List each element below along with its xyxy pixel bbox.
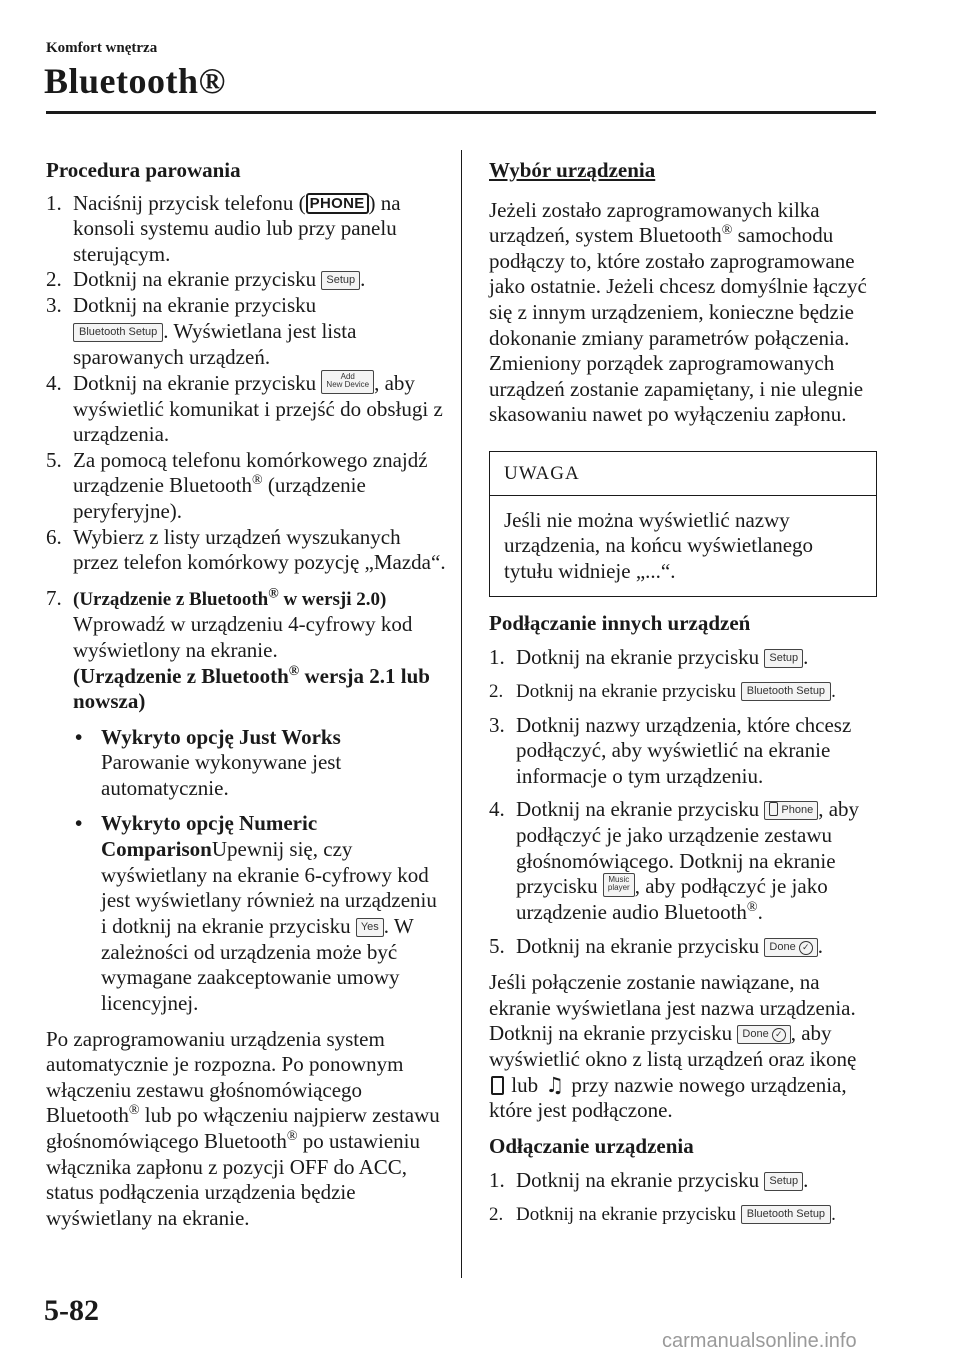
step-number: 3.	[489, 712, 505, 737]
bluetooth-setup-button-icon: Bluetooth Setup	[741, 682, 831, 701]
disconnect-heading: Odłączanie urządzenia	[489, 1134, 694, 1159]
pairing-heading: Procedura parowania	[46, 158, 241, 182]
step-text: . Wyświetlana jest lista sparowanych urządzeń.	[73, 318, 357, 369]
paragraph-selection: Jeżeli zostało zaprogramowanych kilka urządzeń, system Bluetooth® samochodu podłączy to, które zostało zaprogramowane jako ostatnie. Jeżeli chcesz domyślnie łączyć się z innym urządzeniem, konieczne będzie dokonanie zmiany parametrów połączenia. Zmieniony porządek zaprogramowanych urządzeń zostanie zapamiętany, i nie ulegnie skasowaniu nawet po wyłączeniu zapłonu.	[489, 197, 867, 427]
disconnect-steps	[489, 1168, 877, 1228]
step-text: Dotknij na ekranie przycisku	[516, 1203, 741, 1225]
button-label: New Device	[326, 379, 370, 389]
music-note-icon: ♫	[545, 1072, 565, 1097]
step-5	[46, 448, 446, 525]
page-title: Bluetooth®	[44, 61, 226, 101]
connect-step-5	[489, 934, 877, 960]
step-number: 4.	[489, 797, 505, 822]
bullet-text: . W zależności od urządzenia może być wymagane zaakceptowanie umowy licencyjnej.	[101, 913, 414, 1016]
step-number: 7.	[46, 585, 62, 610]
step-1	[46, 191, 446, 268]
step-text: .	[803, 644, 809, 669]
step-text: Dotknij na ekranie przycisku	[516, 797, 765, 822]
disconnect-step-1	[489, 1168, 877, 1194]
condition-heading: (Urządzenie z Bluetooth® wersja 2.1 lub nowsza)	[73, 663, 430, 714]
bullet-text: Parowanie wykonywane jest automatycznie.	[101, 750, 342, 800]
step-text: Naciśnij przycisk telefonu (	[73, 190, 306, 215]
check-icon: ✓	[799, 941, 813, 955]
music-player-button-icon: Music player	[603, 873, 635, 897]
step-3	[46, 293, 446, 370]
check-icon: ✓	[772, 1028, 786, 1042]
setup-button-icon: Setup	[764, 649, 803, 668]
add-new-device-button-icon	[321, 370, 374, 394]
bullet-heading: Wykryto opcję Numeric Comparison	[101, 811, 318, 862]
section-label: Komfort wnętrza	[46, 40, 158, 56]
phone-icon	[491, 1076, 504, 1095]
note-body: Jeśli nie można wyświetlić nazwy urządzenia, na końcu wyświetlanego tytułu widnieje „...“.	[504, 507, 814, 583]
step-text: , aby podłączyć je jako urządzenie audio Bluetooth	[516, 874, 828, 925]
step-text: ) na konsoli systemu audio lub przy panelu sterującym.	[73, 190, 401, 266]
connect-step-4	[489, 797, 877, 926]
bullet-numeric-comparison	[46, 811, 446, 1016]
step-text: Dotknij na ekranie przycisku	[73, 267, 322, 292]
title-rule	[46, 111, 876, 114]
step-number: 6.	[46, 524, 62, 549]
step-text: .	[817, 934, 823, 959]
step-7	[46, 586, 446, 715]
step-number: 1.	[489, 644, 505, 669]
bullet-text: Upewnij się, czy wyświetlany na ekranie 6-cyfrowy kod jest wyświetlany również na urządzeniu i dotknij na ekranie przycisku	[101, 837, 437, 938]
phone-button-icon: Phone	[764, 801, 818, 820]
step-number: 2.	[489, 1203, 504, 1225]
setup-button-icon: Setup	[321, 271, 360, 290]
phone-icon	[769, 802, 778, 816]
registered-mark: ®	[252, 473, 263, 489]
done-button-icon: Done ✓	[764, 938, 817, 957]
connect-step-2	[489, 679, 877, 705]
registered-mark: ®	[746, 900, 758, 916]
step-number: 4.	[46, 370, 62, 395]
done-button-icon: Done ✓	[737, 1025, 790, 1044]
paragraph-status: Po zaprogramowaniu urządzenia system automatycznie je rozpozna. Po ponownym włączeniu zestawu głośnomówiącego Bluetooth® lub po włączeniu najpierw zestawu głośnomówiącego Bluetooth® po ustawieniu włącznika zapłonu z pozycji OFF do ACC, status podłączenia urządzenia będzie wyświetlany na ekranie.	[46, 1026, 440, 1230]
step-text: Wybierz z listy urządzeń wyszukanych przez telefon komórkowy pozycję „Mazda“.	[73, 524, 446, 575]
setup-button-icon: Setup	[764, 1172, 803, 1191]
disconnect-step-2	[489, 1202, 877, 1228]
step-text: .	[803, 1167, 809, 1192]
bullet-mark: •	[75, 724, 83, 749]
bullet-just-works	[46, 725, 446, 802]
step-text: Dotknij nazwy urządzenia, które chcesz podłączyć, aby wyświetlić na ekranie informacje o tym urządzeniu.	[516, 712, 852, 788]
step-text: , aby wyświetlić komunikat i przejść do obsługi z urządzenia.	[73, 370, 443, 447]
column-divider	[461, 150, 462, 1278]
step-number: 2.	[489, 680, 504, 702]
step-text: .	[360, 267, 366, 292]
note-box	[489, 451, 877, 597]
right-column	[489, 158, 877, 1227]
step-text: Dotknij na ekranie przycisku	[516, 680, 741, 702]
connect-other-heading: Podłączanie innych urządzeń	[489, 611, 751, 636]
step-text: Dotknij na ekranie przycisku	[73, 370, 322, 395]
step-text: .	[757, 900, 763, 925]
step-text: , aby podłączyć je jako urządzenie zestawu głośnomówiącego. Dotknij na ekranie przycisku	[516, 797, 860, 899]
left-column	[46, 158, 446, 1231]
step-4	[46, 371, 446, 448]
device-selection-heading: Wybór urządzenia	[489, 158, 656, 182]
step-number: 5.	[489, 934, 505, 959]
pairing-steps	[46, 191, 446, 715]
bluetooth-setup-button-icon: Bluetooth Setup	[73, 323, 163, 342]
page-number: 5-82	[44, 1294, 99, 1327]
button-label: Add	[340, 371, 355, 381]
step-number: 5.	[46, 447, 62, 472]
step-text: Wprowadź w urządzeniu 4-cyfrowy kod wyświetlony na ekranie.	[73, 612, 413, 662]
step-text: .	[831, 680, 836, 702]
paragraph-connected: Jeśli połączenie zostanie nawiązane, na ekranie wyświetlana jest nazwa urządzenia. Dotknij na ekranie przycisku Done ✓ , aby wyświetlić okno z listą urządzeń oraz ikonę lub ♫ przy nazwie nowego urządzenia, które jest podłączone.	[489, 970, 857, 1123]
step-6	[46, 525, 446, 576]
step-number: 1.	[489, 1167, 505, 1192]
footer-watermark: carmanualsonline.info	[662, 1330, 857, 1352]
step-text: Za pomocą telefonu komórkowego znajdź urządzenie Bluetooth	[73, 447, 428, 498]
bullet-mark: •	[75, 811, 83, 836]
step-number: 1.	[46, 190, 62, 215]
step-number: 2.	[46, 267, 62, 292]
phone-key-icon: PHONE	[306, 193, 369, 214]
step-text: Dotknij na ekranie przycisku	[516, 644, 765, 669]
step-2	[46, 267, 446, 293]
yes-button-icon: Yes	[356, 918, 384, 937]
step-text: Dotknij na ekranie przycisku	[73, 293, 317, 318]
note-title: UWAGA	[490, 452, 876, 496]
step-text: Dotknij na ekranie przycisku	[516, 1167, 765, 1192]
connect-step-3	[489, 713, 877, 790]
step-text: .	[831, 1203, 836, 1225]
bluetooth-setup-button-icon: Bluetooth Setup	[741, 1205, 831, 1224]
condition-heading: (Urządzenie z Bluetooth® w wersji 2.0)	[73, 586, 387, 610]
bullet-heading: Wykryto opcję Just Works	[101, 724, 341, 749]
step-text: (urządzenie peryferyjne).	[73, 473, 366, 523]
step-number: 3.	[46, 293, 62, 318]
connect-steps	[489, 645, 877, 960]
connect-step-1	[489, 645, 877, 671]
step-text: Dotknij na ekranie przycisku	[516, 934, 765, 959]
